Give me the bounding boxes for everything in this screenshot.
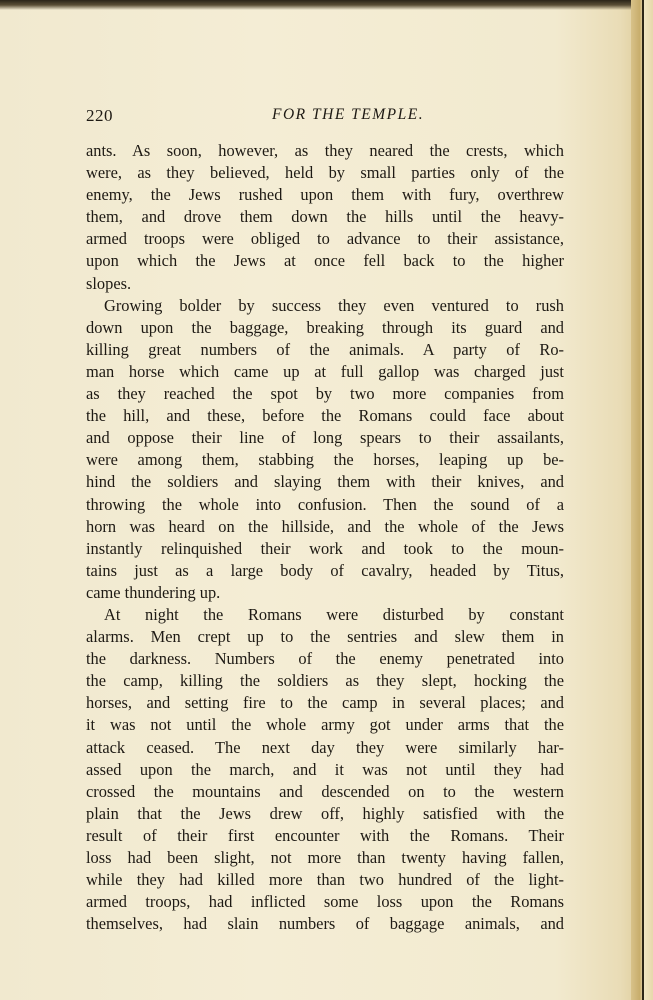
text-line: alarms. Men crept up to the sentries and slew them in — [86, 627, 564, 647]
text-line: them, and drove them down the hills until the heavy- — [86, 207, 564, 227]
text-line: enemy, the Jews rushed upon them with fury, overthrew — [86, 185, 564, 205]
text-line: killing great numbers of the animals. A party of Ro- — [86, 339, 564, 359]
page-header — [86, 106, 570, 128]
text-line: armed troops, had inflicted some loss upon the Romans — [86, 892, 564, 912]
text-line: while they had killed more than two hundred of the light- — [86, 870, 564, 890]
text-line: the camp, killing the soldiers as they slept, hocking the — [86, 671, 564, 691]
text-line: were, as they believed, held by small parties only of the — [86, 163, 564, 183]
text-line: assed upon the march, and it was not until they had — [86, 759, 564, 779]
text-line: horses, and setting fire to the camp in several places; and — [86, 693, 564, 713]
text-line: the hill, and these, before the Romans could face about — [86, 406, 564, 426]
page-edge-line — [642, 0, 644, 1000]
text-line: horn was heard on the hillside, and the whole of the Jews — [86, 516, 564, 536]
page-number: 220 — [86, 106, 113, 125]
text-line: Growing bolder by success they even ventured to rush — [104, 295, 564, 315]
text-line: came thundering up. — [86, 582, 221, 602]
text-line: as they reached the spot by two more companies from — [86, 384, 564, 404]
text-line: crossed the mountains and descended on to the western — [86, 781, 564, 801]
text-line: throwing the whole into confusion. Then the sound of a — [86, 494, 564, 514]
text-line: man horse which came up at full gallop was charged just — [86, 361, 564, 381]
text-line: result of their first encounter with the Romans. Their — [86, 825, 564, 845]
text-line: the darkness. Numbers of the enemy penetrated into — [86, 649, 564, 669]
text-line: loss had been slight, not more than twenty having fallen, — [86, 848, 564, 867]
text-line: instantly relinquished their work and took to the moun- — [86, 538, 564, 558]
text-line: plain that the Jews drew off, highly satisfied with the — [86, 803, 564, 823]
body-text — [86, 140, 564, 935]
text-line: hind the soldiers and slaying them with their knives, and — [86, 472, 564, 492]
text-line: upon which the Jews at once fell back to the higher — [86, 251, 564, 271]
text-line: armed troops were obliged to advance to their assistance, — [86, 229, 564, 249]
text-line: were among them, stabbing the horses, leaping up be- — [86, 450, 564, 470]
text-line: attack ceased. The next day they were similarly har- — [86, 737, 564, 757]
text-line: tains just as a large body of cavalry, headed by Titus, — [86, 560, 564, 580]
text-line: it was not until the whole army got under arms that the — [86, 715, 564, 735]
text-line: and oppose their line of long spears to their assailants, — [86, 428, 564, 448]
text-line: themselves, had slain numbers of baggage animals, and — [86, 914, 564, 934]
text-line: slopes. — [86, 273, 132, 293]
text-line: ants. As soon, however, as they neared the crests, which — [86, 141, 564, 160]
page-top-shadow — [0, 0, 653, 10]
text-line: down upon the baggage, breaking through its guard and — [86, 317, 564, 337]
running-head: FOR THE TEMPLE. — [272, 106, 425, 123]
text-line: At night the Romans were disturbed by constant — [104, 604, 564, 624]
